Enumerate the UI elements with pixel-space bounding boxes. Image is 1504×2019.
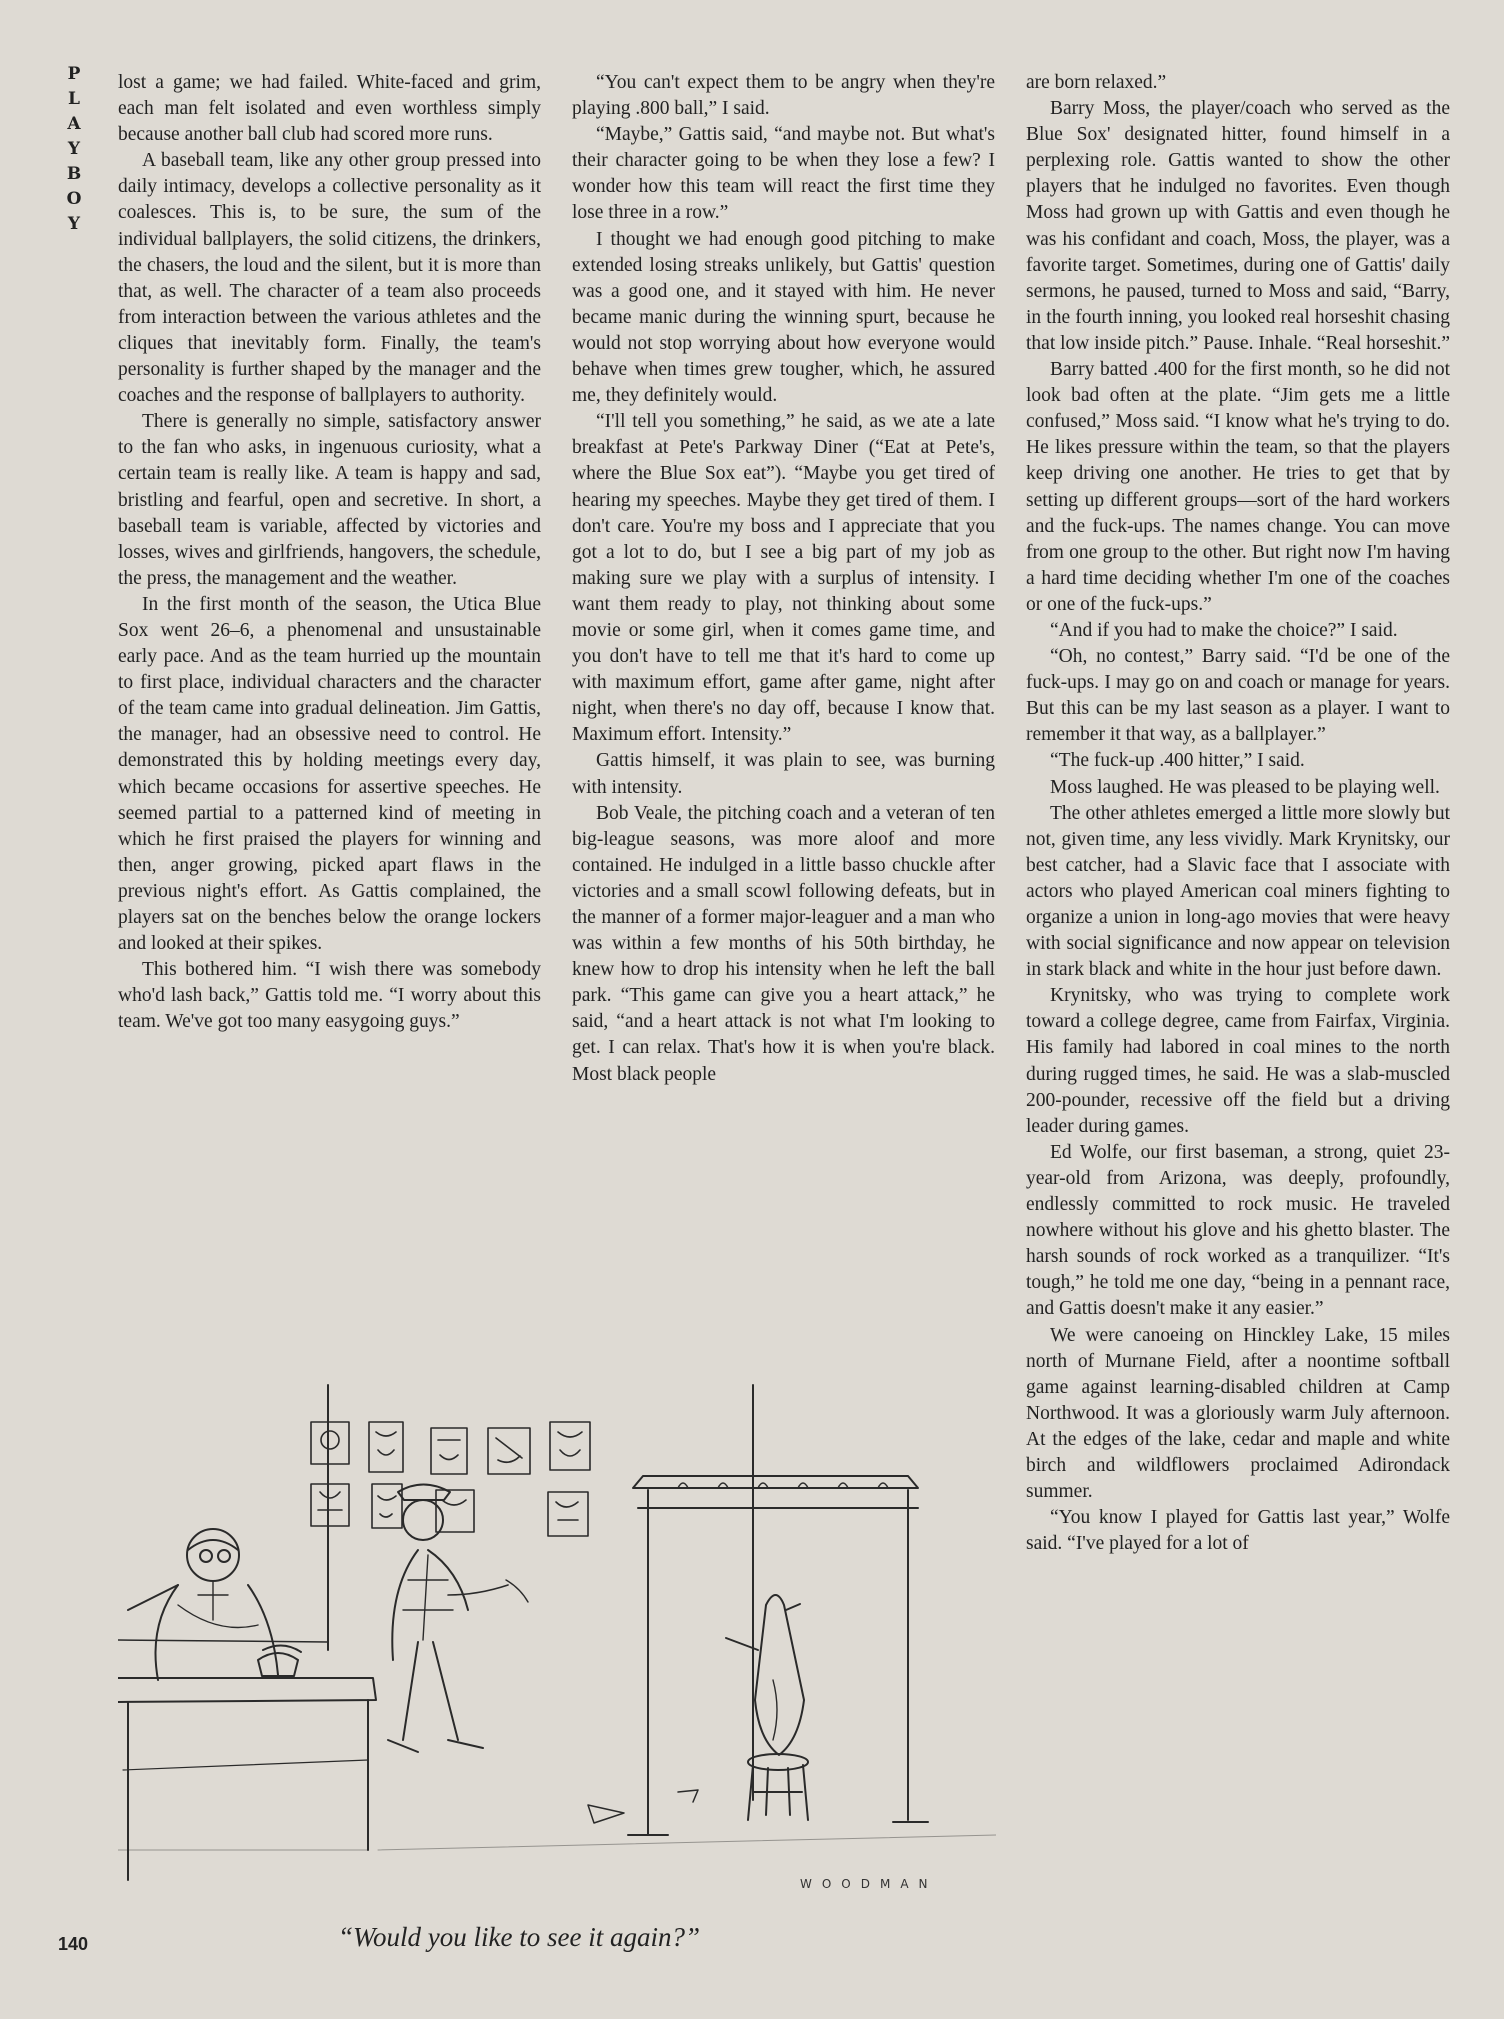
paragraph: Ed Wolfe, our first baseman, a strong, quiet 23-year-old from Arizona, was deeply, profoundly, endlessly committed to rock music. He traveled nowhere without his glove and his ghetto blaster. The harsh sounds of rock worked as a tranquilizer. “It's tough,” he told me one day, “being in a pennant race, and Gattis doesn't make it any easier.” xyxy=(1026,1141,1450,1320)
cartoon-caption: “Would you like to see it again?” xyxy=(338,1922,700,1952)
paragraph: In the first month of the season, the Utica Blue Sox went 26–6, a phenomenal and unsustainable early pace. And as the team hurried up the mountain to first place, individual characters and the character of the team came into gradual delineation. Jim Gattis, the manager, had an obsessive need to control. He demonstrated this by holding meetings every day, which became occasions for assertive speeches. He seemed partial to a patterned kind of meeting in which he first praised the players for winning and then, anger growing, picked apart flaws in the previous night's effort. As Gattis complained, the players sat on the benches below the orange lockers and looked at their spikes. xyxy=(118,593,541,955)
paragraph: “Oh, no contest,” Barry said. “I'd be one of the fuck-ups. I may go on and coach or manage for years. But this can be my last season as a player. I want to remember it that way, as a ballplayer.” xyxy=(1026,646,1450,746)
paragraph: There is generally no simple, satisfactory answer to the fan who asks, in ingenuous curiosity, what a certain team is really like. A team is happy and sad, bristling and fearful, open and secretive. In short, a baseball team is variable, affected by victories and losses, wives and girlfriends, hangovers, the schedule, the press, the management and the weather. xyxy=(118,411,541,589)
hanger xyxy=(588,1805,624,1823)
running-head-letter: B xyxy=(66,164,82,184)
penguin xyxy=(726,1595,804,1755)
paragraph: “I'll tell you something,” he said, as we ate a late breakfast at Pete's Parkway Diner (“Eat at Pete's, where the Blue Sox eat”). “Maybe you get tired of hearing my speeches. Maybe they get tired of them. I don't care. You're my boss and I appreciate that you got a lot to do, but I see a big part of my job as making sure we play with a surplus of intensity. I want them ready to play, not thinking about some movie or some girl, when it comes game time, and you don't have to tell me that it's hard to come up with maximum effort, game after game, night after night, when there's no day off, because I know that. Maximum effort. Intensity.” xyxy=(572,411,995,746)
paragraph: Moss laughed. He was pleased to be playing well. xyxy=(1050,776,1440,798)
paragraph: Bob Veale, the pitching coach and a veteran of ten big-league seasons, was more aloof and more contained. He indulged in a little basso chuckle after victories and a small scowl following defeats, but in the manner of a former major-leaguer and a man who was within a few months of his 50th birthday, he knew how to drop his intensity when he left the ball park. “This game can give you a heart attack,” he said, “and a heart attack is not what I'm looking to get. I can relax. That's how it is when you're black. Most black people xyxy=(572,802,995,1085)
paragraph: “The fuck-up .400 hitter,” I said. xyxy=(1050,750,1305,772)
paragraph: lost a game; we had failed. White-faced and grim, each man felt isolated and even worthless simply because another ball club had scored more runs. xyxy=(118,72,541,146)
paragraph: are born relaxed.” xyxy=(1026,72,1167,93)
paragraph: I thought we had enough good pitching to make extended losing streaks unlikely, but Gattis' question was a good one, and it stayed with him. He never became manic during the winning spurt, because he would not stop worrying about how everyone would behave when times grew tougher, which, he assured me, they definitely would. xyxy=(572,228,995,407)
running-head-letter: O xyxy=(66,189,82,209)
wall-photos xyxy=(311,1422,590,1536)
paragraph: A baseball team, like any other group pressed into daily intimacy, develops a collective personality as it coalesces. This is, to be sure, the sum of the individual ballplayers, the solid citizens, the drinkers, the chasers, the loud and the silent, but it is more than that, as well. The character of a team also proceeds from interaction between the various athletes and the cliques that inevitably form. Finally, the team's personality is further shaped by the manager and the coaches and the response of ballplayers to authority. xyxy=(118,150,541,407)
paragraph: “You can't expect them to be angry when they're playing .800 ball,” I said. xyxy=(572,72,995,120)
wall-corner-lines xyxy=(328,1385,753,1800)
paragraph: Gattis himself, it was plain to see, was burning with intensity. xyxy=(572,750,995,798)
cartoonist-signature: WOODMAN xyxy=(800,1877,938,1891)
text-column-3 xyxy=(1026,70,1450,1557)
running-head-letter: Y xyxy=(67,139,81,159)
paragraph: “And if you had to make the choice?” I said. xyxy=(1050,619,1398,641)
paragraph: Barry batted .400 for the first month, so he did not look bad often at the plate. “Jim gets me a little confused,” Moss said. “I know what he's trying to do. He likes pressure within the team, so that the players keep driving one another. He tries to get that by setting up different groups—sort of the hard workers and the fuck-ups. The names change. You can move from one group to the other. But right now I'm having a hard time deciding whether I'm one of the coaches or one of the fuck-ups.” xyxy=(1026,359,1450,615)
stool xyxy=(748,1754,808,1820)
running-head-letter: Y xyxy=(67,214,81,234)
salesman-figure xyxy=(388,1485,528,1753)
paragraph: The other athletes emerged a little more slowly but not, given time, any less vividly. Mark Krynitsky, our best catcher, had a Slavic face that I associate with actors who played American coal miners fighting to organize a union in long-ago movies that were heavy with social significance and now appear on television in stark black and white in the hour just before dawn. xyxy=(1026,802,1450,981)
running-head xyxy=(62,62,86,237)
telephone xyxy=(258,1645,301,1676)
paragraph: “Maybe,” Gattis said, “and maybe not. But what's their character going to be when they lose a few? I wonder how this team will react the first time they lose three in a row.” xyxy=(572,124,995,224)
running-head-letter: P xyxy=(67,64,81,84)
paragraph: We were canoeing on Hinckley Lake, 15 miles north of Murnane Field, after a noontime softball game against learning-disabled children at Camp Northwood. It was a gloriously warm July afternoon. At the edges of the lake, cedar and maple and white birch and wildflowers proclaimed Adirondack summer. xyxy=(1026,1324,1450,1503)
text-column-1 xyxy=(118,70,541,1035)
paragraph: “You know I played for Gattis last year,” Wolfe said. “I've played for a lot of xyxy=(1026,1507,1450,1555)
page-number: 140 xyxy=(58,1934,89,1954)
running-head-letter: L xyxy=(68,89,80,109)
paragraph: Barry Moss, the player/coach who served as the Blue Sox' designated hitter, found himself in a perplexing role. Gattis wanted to show the other players that he indulged no favorites. Even though Moss had grown up with Gattis and even though he was his confidant and coach, Moss, the player, was a favorite target. Sometimes, during one of Gattis' daily sermons, he paused, turned to Moss and said, “Barry, in the fourth inning, you looked real horseshit chasing that low inside pitch.” Pause. Inhale. “Real horseshit.” xyxy=(1026,98,1451,354)
text-column-2 xyxy=(572,70,995,1088)
clothing-rack xyxy=(628,1476,928,1835)
cartoon-illustration xyxy=(118,1380,996,1900)
running-head-letter: A xyxy=(67,114,81,134)
executive-figure xyxy=(128,1529,278,1680)
paragraph: This bothered him. “I wish there was somebody who'd lash back,” Gattis told me. “I worry about this team. We've got too many easygoing guys.” xyxy=(118,959,541,1033)
paragraph: Krynitsky, who was trying to complete work toward a college degree, came from Fairfax, Virginia. His family had labored in coal mines to the north during rugged times, he said. He was a slab-muscled 200-pounder, recessive off the field but a driving leader during games. xyxy=(1026,985,1450,1137)
